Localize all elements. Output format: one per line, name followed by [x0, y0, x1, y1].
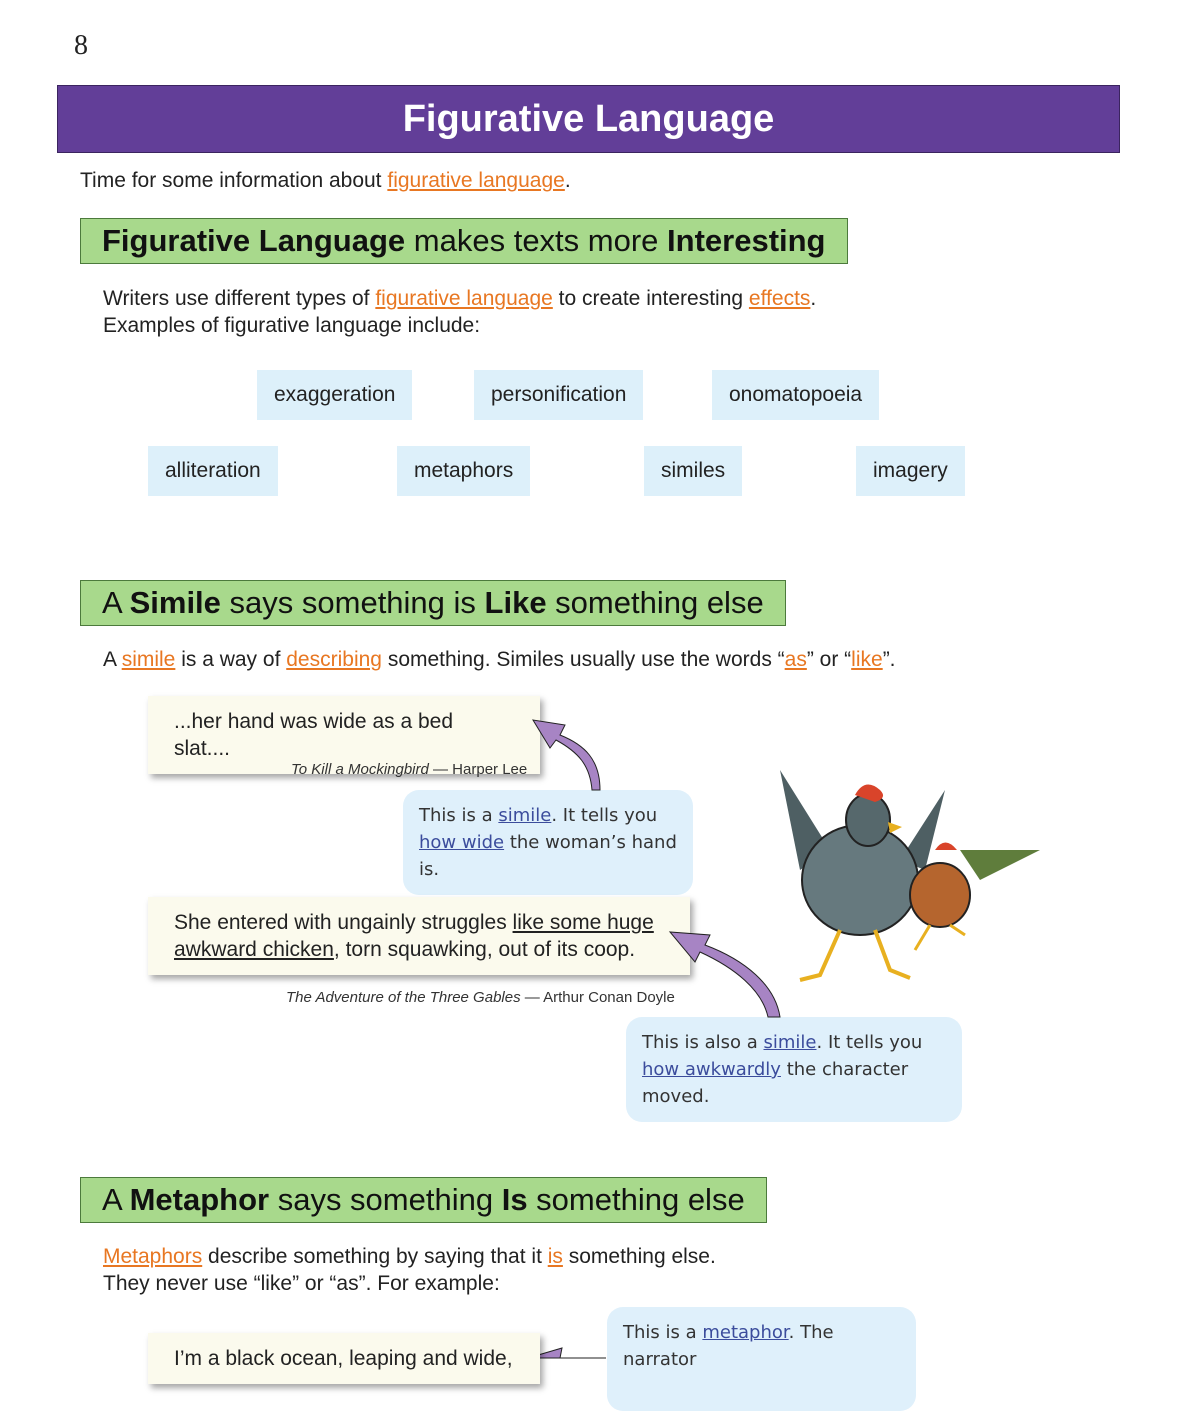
link-describing[interactable]: describing — [286, 648, 382, 671]
text: Time for some information about — [80, 169, 388, 192]
link-how-wide[interactable]: how wide — [419, 832, 505, 853]
section-heading-metaphor — [80, 1177, 767, 1223]
text: is a way of — [175, 648, 287, 671]
text: . — [564, 169, 571, 192]
tag-alliteration: alliteration — [148, 446, 278, 496]
text: something else — [546, 585, 764, 620]
text: , torn squawking, out of its coop. — [333, 938, 636, 961]
tag-exaggeration: exaggeration — [257, 370, 412, 420]
text: awkward chicken — [174, 938, 334, 961]
text: . It tells you — [816, 1032, 923, 1053]
note-bubble-metaphor — [607, 1307, 916, 1411]
link-simile[interactable]: simile — [121, 648, 176, 671]
text: They never use “like” or “as”. For example: — [103, 1272, 500, 1295]
chicken-illustration-icon — [780, 770, 1040, 980]
page-title: Figurative Language — [57, 85, 1120, 153]
link-simile[interactable]: simile — [498, 805, 552, 826]
tag-personification: personification — [474, 370, 643, 420]
link-like[interactable]: like — [851, 648, 883, 671]
text: to create interesting — [552, 287, 749, 310]
text: the character moved. — [642, 1059, 909, 1107]
text: ” or “ — [806, 648, 852, 671]
link-is[interactable]: is — [547, 1245, 563, 1268]
quote-box-mockingbird: ...her hand was wide as a bed slat.... — [148, 696, 540, 774]
text: To Kill a Mockingbird — [291, 761, 429, 778]
text: makes texts more — [405, 223, 668, 258]
text: . It tells you — [551, 805, 658, 826]
text: describe something by saying that it — [202, 1245, 548, 1268]
link-metaphor[interactable]: metaphor — [702, 1322, 789, 1343]
text: A — [102, 585, 130, 620]
tag-metaphors: metaphors — [397, 446, 530, 496]
link-simile[interactable]: simile — [763, 1032, 817, 1053]
text: something else — [527, 1182, 745, 1217]
link-as[interactable]: as — [784, 648, 807, 671]
text: Like — [484, 585, 547, 620]
quote-box-metaphor: I’m a black ocean, leaping and wide, — [148, 1333, 540, 1384]
text: A — [103, 648, 122, 671]
metaphor-definition — [103, 1243, 716, 1297]
tag-imagery: imagery — [856, 446, 965, 496]
text: Simile — [129, 585, 221, 620]
link-figurative-language[interactable]: figurative language — [387, 169, 565, 192]
text: A — [102, 1182, 130, 1217]
text: — Harper Lee — [428, 761, 528, 778]
text: like some huge — [512, 911, 654, 934]
text: Metaphor — [129, 1182, 270, 1217]
text: . The narrator — [623, 1322, 834, 1370]
text: says something — [269, 1182, 502, 1217]
text: This is a — [623, 1322, 703, 1343]
arrow-icon — [533, 720, 600, 790]
link-metaphors[interactable]: Metaphors — [103, 1245, 203, 1268]
text: Is — [501, 1182, 528, 1217]
text: She entered with ungainly struggles — [174, 911, 513, 934]
text: . — [810, 287, 817, 310]
link-effects[interactable]: effects — [748, 287, 811, 310]
page-number: 8 — [74, 30, 88, 61]
text: Examples of figurative language include: — [103, 314, 481, 337]
link-how-awkwardly[interactable]: how awkwardly — [642, 1059, 781, 1080]
text: Writers use different types of — [103, 287, 376, 310]
tag-similes: similes — [644, 446, 742, 496]
text: Interesting — [667, 223, 826, 258]
text: the woman’s hand is. — [419, 832, 677, 880]
text: says something is — [220, 585, 485, 620]
text: ”. — [882, 648, 896, 671]
arrow-icon — [670, 932, 780, 1017]
text: something. Similes usually use the words “ — [381, 648, 785, 671]
text: something else. — [562, 1245, 716, 1268]
tag-onomatopoeia: onomatopoeia — [712, 370, 879, 420]
text: This is also a — [642, 1032, 764, 1053]
text: This is a — [419, 805, 499, 826]
link-figurative-language[interactable]: figurative language — [375, 287, 553, 310]
text: — Arthur Conan Doyle — [520, 989, 675, 1006]
text: Figurative Language — [102, 223, 406, 258]
text: The Adventure of the Three Gables — [286, 989, 521, 1006]
